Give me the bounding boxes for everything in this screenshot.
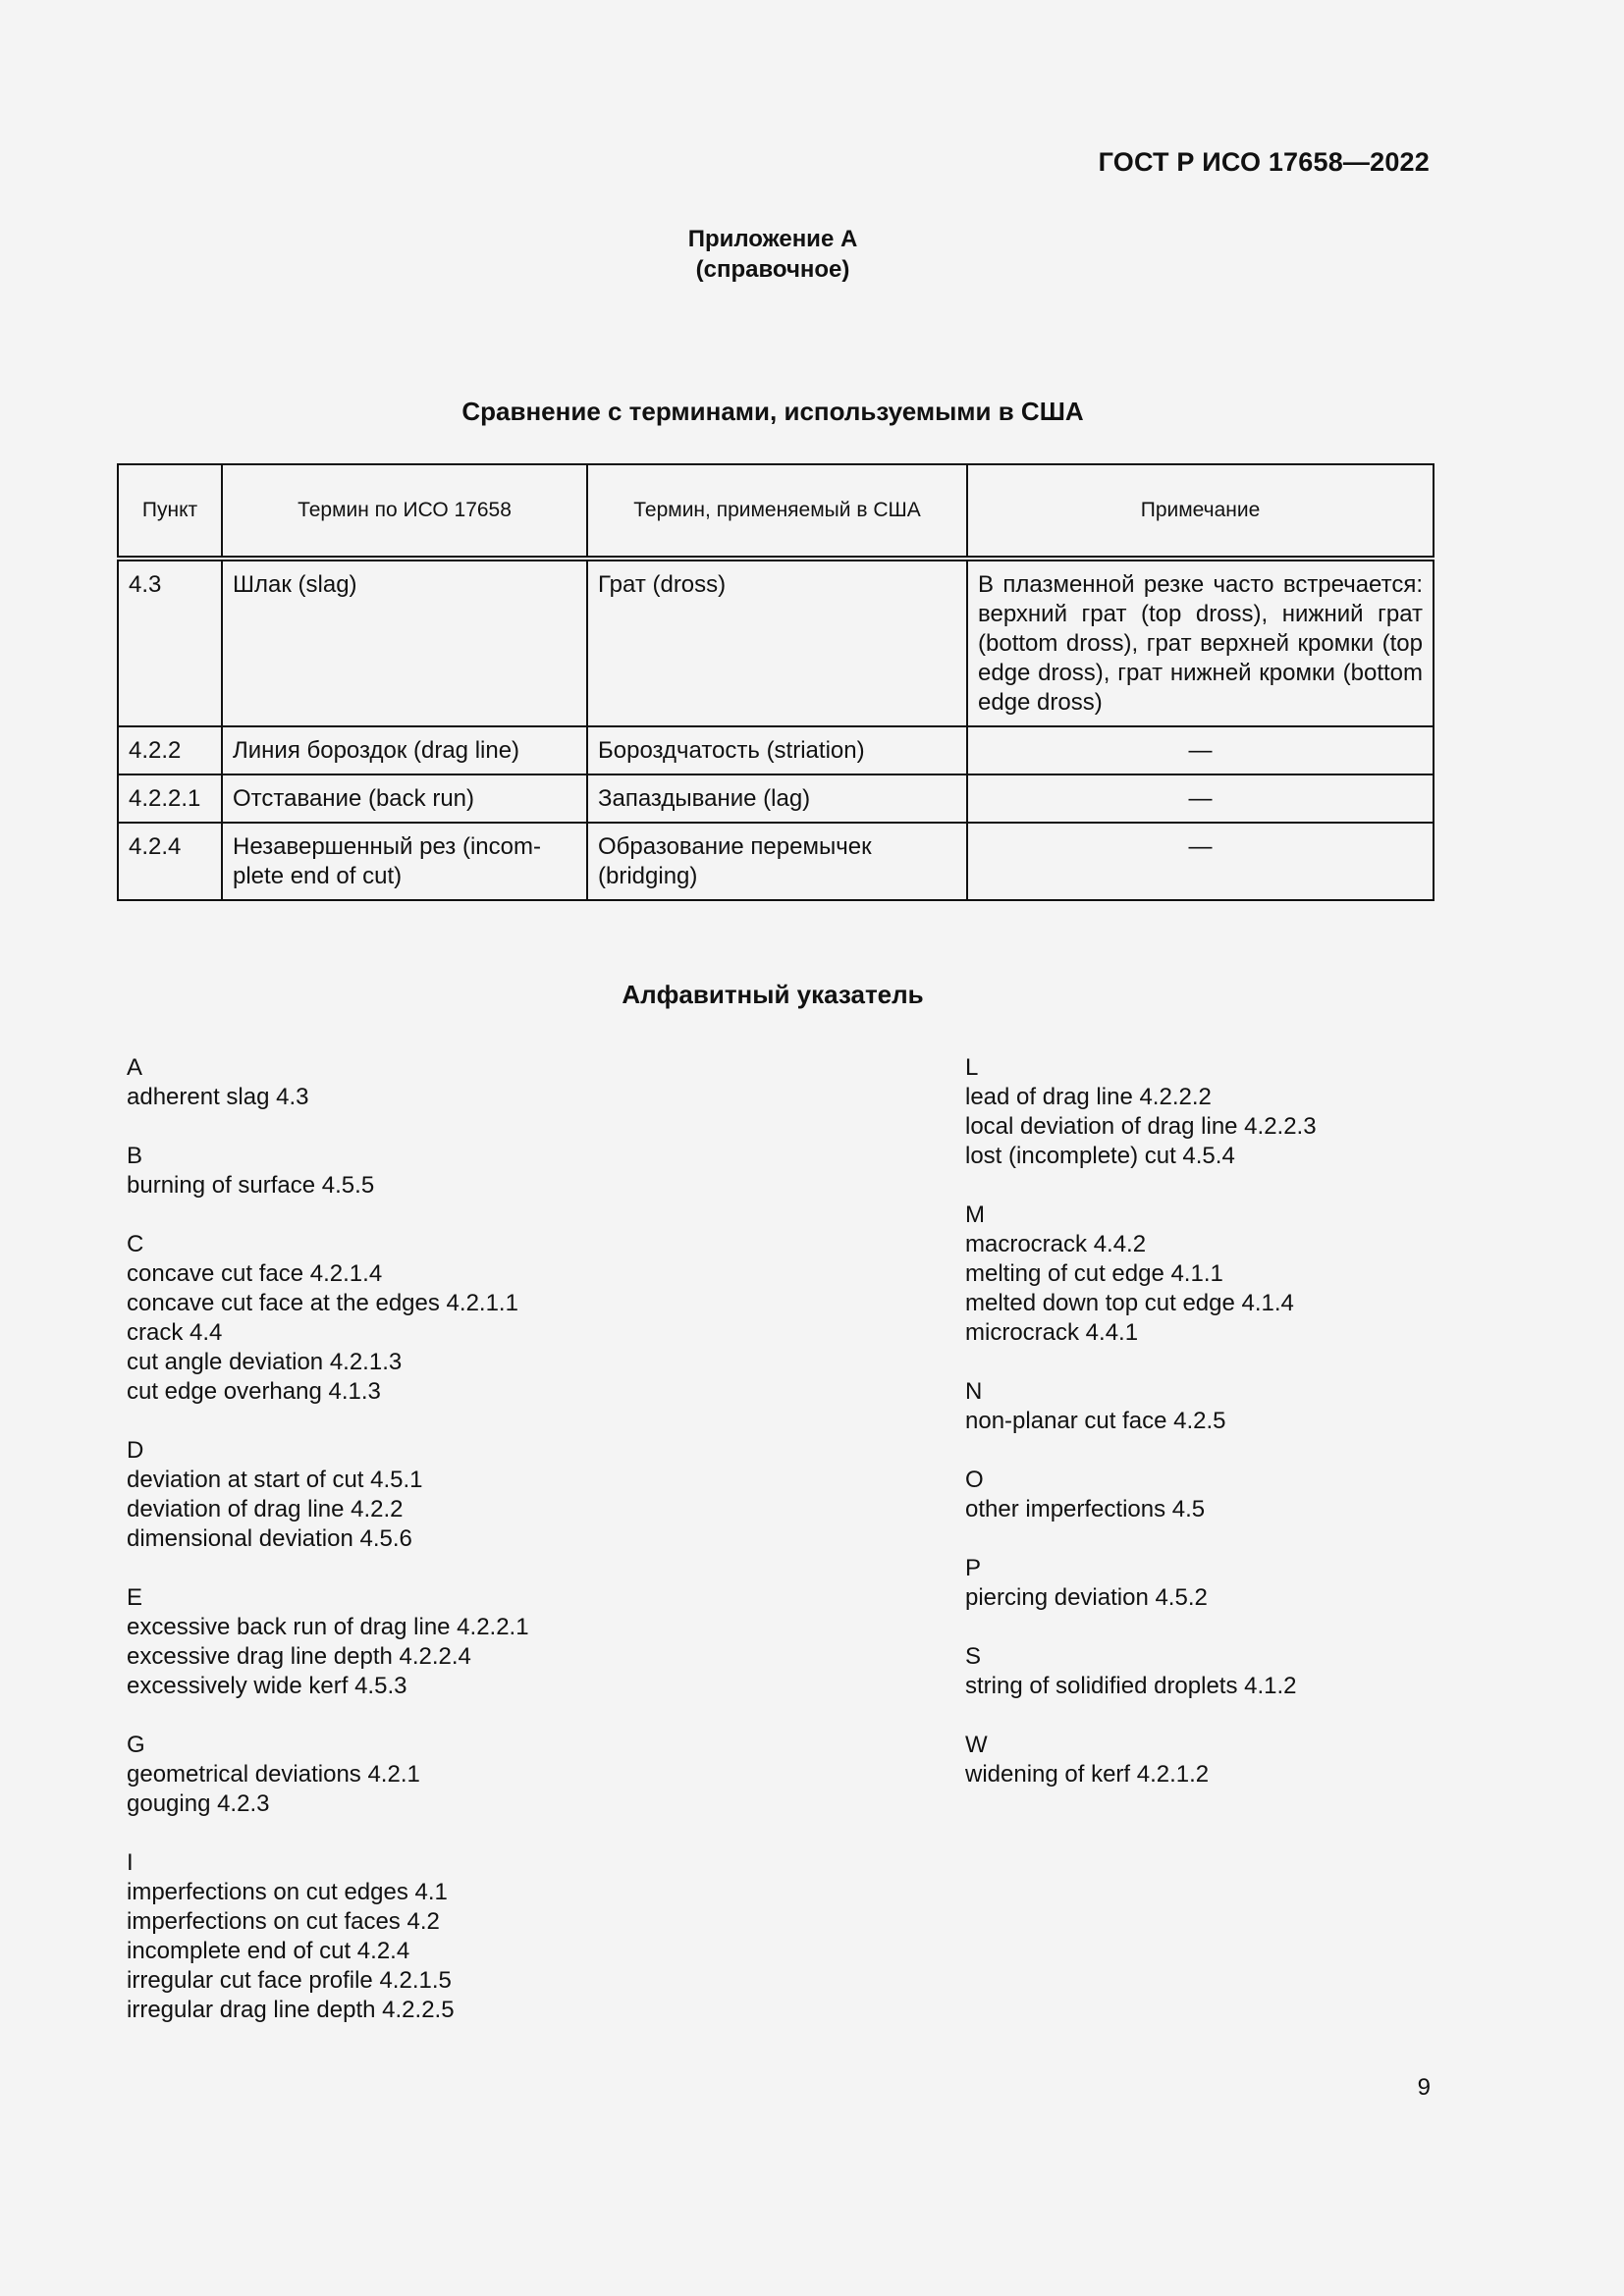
table-row (118, 823, 1434, 900)
index-entry: lead of drag line 4.2.2.2 (965, 1084, 1212, 1110)
index-entry: piercing deviation 4.5.2 (965, 1584, 1208, 1611)
index-group (127, 1053, 814, 1112)
index-group (127, 1731, 814, 1819)
us-term-cell: Грат (dross) (587, 559, 967, 726)
index-entry: concave cut face at the edges 4.2.1.1 (127, 1290, 518, 1316)
appendix-heading (0, 224, 1545, 285)
index-entry: melted down top cut edge 4.1.4 (965, 1290, 1294, 1316)
index-entry: dimensional deviation 4.5.6 (127, 1525, 412, 1552)
index-entry: excessively wide kerf 4.5.3 (127, 1673, 407, 1699)
index-group (965, 1554, 1515, 1613)
comparison-title: Сравнение с терминами, используемыми в США (461, 397, 1084, 426)
index-letter: W (965, 1732, 988, 1758)
index-letter: C (127, 1231, 144, 1257)
index-entry: other imperfections 4.5 (965, 1496, 1206, 1522)
index-letter: I (127, 1849, 134, 1876)
index-entry: cut edge overhang 4.1.3 (127, 1378, 381, 1405)
index-entry: deviation of drag line 4.2.2 (127, 1496, 404, 1522)
index-entry: crack 4.4 (127, 1319, 223, 1346)
table-row (118, 774, 1434, 823)
index-title: Алфавитный указатель (622, 980, 924, 1009)
index-letter: G (127, 1732, 145, 1758)
index-group (965, 1201, 1515, 1348)
iso-term-cell: Отставание (back run) (222, 774, 587, 823)
index-entry: burning of surface 4.5.5 (127, 1172, 375, 1199)
index-letter: N (965, 1378, 983, 1405)
table-row (118, 559, 1434, 726)
comparison-table (117, 463, 1435, 901)
index-right-column (965, 1053, 1515, 1819)
index-entry: macrocrack 4.4.2 (965, 1231, 1147, 1257)
index-letter: D (127, 1437, 144, 1464)
index-entry: adherent slag 4.3 (127, 1084, 309, 1110)
note-cell: — (967, 823, 1434, 900)
index-entry: irregular drag line depth 4.2.2.5 (127, 1997, 455, 2023)
document-code: ГОСТ Р ИСО 17658—2022 (1098, 147, 1430, 177)
index-entry: concave cut face 4.2.1.4 (127, 1260, 383, 1287)
appendix-title: Приложение А (687, 226, 858, 252)
index-left-column (127, 1053, 814, 2055)
clause-cell: 4.2.4 (118, 823, 222, 900)
index-group (127, 1848, 814, 2025)
index-entry: imperfections on cut faces 4.2 (127, 1908, 440, 1935)
index-entry: geometrical deviations 4.2.1 (127, 1761, 420, 1788)
note-cell: В плазменной резке часто встречается: верхний грат (top dross), нижний грат (bottom dross), грат верхней кромки (top edge dross), грат нижней кромки (bottom edge dross) (967, 559, 1434, 726)
index-group (127, 1230, 814, 1407)
index-letter: L (965, 1054, 979, 1081)
column-header-us-term: Термин, применяемый в США (587, 464, 967, 559)
us-term-cell: Запаздывание (lag) (587, 774, 967, 823)
page-number: 9 (1417, 2074, 1431, 2101)
index-entry: excessive drag line depth 4.2.2.4 (127, 1643, 471, 1670)
note-cell: — (967, 726, 1434, 774)
index-entry: local deviation of drag line 4.2.2.3 (965, 1113, 1317, 1140)
index-entry: imperfections on cut edges 4.1 (127, 1879, 448, 1905)
iso-term-cell: Незавершенный рез (incom-plete end of cut) (222, 823, 587, 900)
us-term-cell: Образование перемычек (bridging) (587, 823, 967, 900)
index-entry: incomplete end of cut 4.2.4 (127, 1938, 410, 1964)
index-letter: A (127, 1054, 143, 1081)
index-group (127, 1436, 814, 1554)
index-group (127, 1583, 814, 1701)
index-letter: B (127, 1143, 143, 1169)
index-entry: widening of kerf 4.2.1.2 (965, 1761, 1210, 1788)
index-letter: E (127, 1584, 143, 1611)
column-header-note: Примечание (967, 464, 1434, 559)
index-entry: microcrack 4.4.1 (965, 1319, 1139, 1346)
table-header-row (118, 464, 1434, 559)
column-header-clause: Пункт (118, 464, 222, 559)
clause-cell: 4.2.2 (118, 726, 222, 774)
index-entry: cut angle deviation 4.2.1.3 (127, 1349, 403, 1375)
index-group (965, 1466, 1515, 1524)
index-group (127, 1142, 814, 1201)
note-cell: — (967, 774, 1434, 823)
index-letter: S (965, 1643, 982, 1670)
index-entry: lost (incomplete) cut 4.5.4 (965, 1143, 1235, 1169)
index-letter: M (965, 1201, 985, 1228)
index-entry: melting of cut edge 4.1.1 (965, 1260, 1223, 1287)
table-row (118, 726, 1434, 774)
clause-cell: 4.2.2.1 (118, 774, 222, 823)
index-entry: excessive back run of drag line 4.2.2.1 (127, 1614, 529, 1640)
index-entry: deviation at start of cut 4.5.1 (127, 1467, 423, 1493)
index-group (965, 1053, 1515, 1171)
index-entry: irregular cut face profile 4.2.1.5 (127, 1967, 452, 1994)
appendix-subtitle: (справочное) (695, 256, 850, 283)
index-group (965, 1377, 1515, 1436)
index-entry: non-planar cut face 4.2.5 (965, 1408, 1226, 1434)
us-term-cell: Бороздчатость (striation) (587, 726, 967, 774)
index-letter: O (965, 1467, 984, 1493)
index-group (965, 1642, 1515, 1701)
iso-term-cell: Линия бороздок (drag line) (222, 726, 587, 774)
iso-term-cell: Шлак (slag) (222, 559, 587, 726)
index-letter: P (965, 1555, 982, 1581)
index-group (965, 1731, 1515, 1789)
index-entry: string of solidified droplets 4.1.2 (965, 1673, 1297, 1699)
index-entry: gouging 4.2.3 (127, 1790, 270, 1817)
column-header-iso-term: Термин по ИСО 17658 (222, 464, 587, 559)
clause-cell: 4.3 (118, 559, 222, 726)
